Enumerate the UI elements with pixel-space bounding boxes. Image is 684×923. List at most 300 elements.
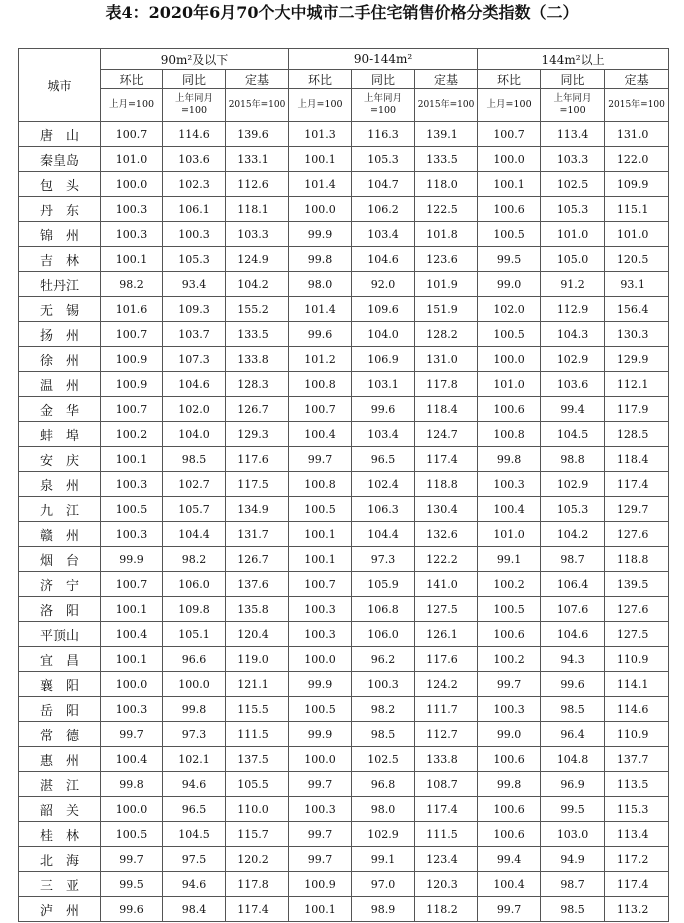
index-value: 139.1 [415, 122, 478, 147]
index-value: 100.3 [289, 597, 352, 622]
index-value: 141.0 [415, 572, 478, 597]
index-value: 116.3 [352, 122, 415, 147]
index-value: 100.7 [101, 122, 163, 147]
table-row [19, 847, 669, 872]
city-name: 襄 阳 [19, 672, 101, 697]
index-value: 128.2 [415, 322, 478, 347]
index-value: 96.5 [163, 797, 226, 822]
index-value: 113.2 [605, 897, 669, 922]
index-value: 135.8 [226, 597, 289, 622]
index-value: 103.3 [541, 147, 605, 172]
index-value: 155.2 [226, 297, 289, 322]
city-name: 无 锡 [19, 297, 101, 322]
index-value: 104.7 [352, 172, 415, 197]
index-value: 100.8 [289, 372, 352, 397]
table-row [19, 422, 669, 447]
city-name: 唐 山 [19, 122, 101, 147]
index-value: 102.0 [478, 297, 541, 322]
index-value: 106.3 [352, 497, 415, 522]
index-value: 111.5 [415, 822, 478, 847]
index-value: 121.1 [226, 672, 289, 697]
index-value: 104.4 [163, 522, 226, 547]
index-value: 99.7 [478, 897, 541, 922]
table-row [19, 397, 669, 422]
index-value: 100.6 [478, 197, 541, 222]
index-value: 118.8 [605, 547, 669, 572]
index-value: 101.0 [101, 147, 163, 172]
index-value: 120.2 [226, 847, 289, 872]
index-value: 103.6 [163, 147, 226, 172]
index-value: 126.7 [226, 547, 289, 572]
table-row [19, 797, 669, 822]
index-value: 102.7 [163, 472, 226, 497]
index-value: 101.4 [289, 297, 352, 322]
index-value: 99.8 [478, 772, 541, 797]
index-value: 97.3 [352, 547, 415, 572]
city-name: 三 亚 [19, 872, 101, 897]
index-value: 122.5 [415, 197, 478, 222]
index-value: 100.9 [101, 372, 163, 397]
index-value: 99.4 [541, 397, 605, 422]
index-value: 117.6 [415, 647, 478, 672]
index-value: 100.1 [101, 597, 163, 622]
table-row [19, 672, 669, 697]
table-row [19, 122, 669, 147]
index-value: 96.2 [352, 647, 415, 672]
index-value: 98.0 [352, 797, 415, 822]
index-value: 106.4 [541, 572, 605, 597]
table-row [19, 597, 669, 622]
index-value: 99.8 [163, 697, 226, 722]
table-row [19, 272, 669, 297]
city-name: 吉 林 [19, 247, 101, 272]
index-value: 123.4 [415, 847, 478, 872]
table-row [19, 222, 669, 247]
index-value: 109.9 [605, 172, 669, 197]
index-value: 100.1 [101, 647, 163, 672]
index-value: 102.9 [352, 822, 415, 847]
index-value: 96.8 [352, 772, 415, 797]
index-value: 100.6 [478, 797, 541, 822]
index-value: 101.0 [478, 522, 541, 547]
index-value: 100.0 [101, 672, 163, 697]
index-value: 103.7 [163, 322, 226, 347]
index-value: 99.7 [289, 772, 352, 797]
index-value: 100.2 [478, 647, 541, 672]
index-value: 98.4 [163, 897, 226, 922]
index-value: 104.0 [163, 422, 226, 447]
base-label-yoy: 上年同月=100 [541, 89, 605, 122]
index-value: 102.0 [163, 397, 226, 422]
index-value: 117.4 [226, 897, 289, 922]
index-value: 102.1 [163, 747, 226, 772]
index-value: 106.0 [352, 622, 415, 647]
index-value: 100.1 [289, 897, 352, 922]
index-value: 100.5 [289, 697, 352, 722]
city-column-header: 城市 [19, 49, 101, 122]
index-value: 106.0 [163, 572, 226, 597]
index-value: 100.3 [289, 622, 352, 647]
sub-header-fixed: 定基 [226, 70, 289, 89]
index-value: 105.5 [226, 772, 289, 797]
index-value: 100.5 [101, 497, 163, 522]
index-value: 103.4 [352, 422, 415, 447]
index-value: 131.0 [415, 347, 478, 372]
index-value: 100.0 [478, 347, 541, 372]
table-row [19, 772, 669, 797]
index-value: 100.7 [478, 122, 541, 147]
index-value: 124.9 [226, 247, 289, 272]
index-value: 118.2 [415, 897, 478, 922]
index-value: 134.9 [226, 497, 289, 522]
index-value: 122.2 [415, 547, 478, 572]
index-value: 105.3 [163, 247, 226, 272]
index-value: 99.6 [541, 672, 605, 697]
index-value: 122.0 [605, 147, 669, 172]
sub-header-yoy: 同比 [163, 70, 226, 89]
table-row [19, 372, 669, 397]
index-value: 98.7 [541, 547, 605, 572]
index-value: 98.5 [541, 697, 605, 722]
index-value: 99.7 [289, 847, 352, 872]
index-value: 104.6 [163, 372, 226, 397]
table-row [19, 472, 669, 497]
index-value: 120.5 [605, 247, 669, 272]
index-value: 98.2 [352, 697, 415, 722]
index-value: 102.3 [163, 172, 226, 197]
city-name: 韶 关 [19, 797, 101, 822]
index-value: 100.3 [101, 472, 163, 497]
index-value: 99.9 [289, 222, 352, 247]
index-value: 100.2 [478, 572, 541, 597]
sub-header-fixed: 定基 [605, 70, 669, 89]
index-value: 100.6 [478, 397, 541, 422]
index-value: 100.5 [478, 322, 541, 347]
sub-header-fixed: 定基 [415, 70, 478, 89]
index-value: 109.8 [163, 597, 226, 622]
index-value: 105.3 [541, 197, 605, 222]
index-value: 114.6 [163, 122, 226, 147]
index-value: 102.9 [541, 472, 605, 497]
city-name: 包 头 [19, 172, 101, 197]
index-value: 117.6 [226, 447, 289, 472]
index-value: 103.4 [352, 222, 415, 247]
index-value: 118.0 [415, 172, 478, 197]
city-name: 桂 林 [19, 822, 101, 847]
table-header [19, 49, 669, 122]
index-value: 99.6 [289, 322, 352, 347]
index-value: 120.4 [226, 622, 289, 647]
index-value: 109.6 [352, 297, 415, 322]
index-value: 102.9 [541, 347, 605, 372]
index-value: 106.8 [352, 597, 415, 622]
city-name: 烟 台 [19, 547, 101, 572]
index-value: 100.5 [101, 822, 163, 847]
table-row [19, 647, 669, 672]
index-value: 113.4 [605, 822, 669, 847]
index-value: 110.9 [605, 722, 669, 747]
sub-header-mom: 环比 [289, 70, 352, 89]
index-value: 98.7 [541, 872, 605, 897]
table-row [19, 722, 669, 747]
index-value: 105.0 [541, 247, 605, 272]
index-value: 110.0 [226, 797, 289, 822]
index-value: 100.1 [289, 522, 352, 547]
index-value: 105.7 [163, 497, 226, 522]
index-value: 100.0 [101, 172, 163, 197]
index-value: 101.2 [289, 347, 352, 372]
index-value: 92.0 [352, 272, 415, 297]
index-value: 151.9 [415, 297, 478, 322]
index-value: 103.0 [541, 822, 605, 847]
index-value: 99.8 [101, 772, 163, 797]
index-value: 129.9 [605, 347, 669, 372]
index-value: 115.5 [226, 697, 289, 722]
index-value: 113.5 [605, 772, 669, 797]
table-row [19, 822, 669, 847]
sub-header-mom: 环比 [478, 70, 541, 89]
index-value: 117.2 [605, 847, 669, 872]
index-value: 103.3 [226, 222, 289, 247]
index-value: 119.0 [226, 647, 289, 672]
city-name: 平顶山 [19, 622, 101, 647]
index-value: 99.9 [289, 672, 352, 697]
index-value: 133.5 [415, 147, 478, 172]
index-value: 100.7 [289, 397, 352, 422]
index-value: 127.5 [415, 597, 478, 622]
index-value: 93.1 [605, 272, 669, 297]
table-row [19, 172, 669, 197]
index-value: 97.5 [163, 847, 226, 872]
index-value: 94.6 [163, 772, 226, 797]
index-value: 106.1 [163, 197, 226, 222]
index-value: 133.8 [226, 347, 289, 372]
index-value: 100.5 [478, 222, 541, 247]
index-value: 101.0 [478, 372, 541, 397]
index-value: 91.2 [541, 272, 605, 297]
index-value: 94.9 [541, 847, 605, 872]
city-name: 蚌 埠 [19, 422, 101, 447]
index-value: 98.5 [541, 897, 605, 922]
index-value: 124.7 [415, 422, 478, 447]
city-name: 金 华 [19, 397, 101, 422]
index-value: 112.7 [415, 722, 478, 747]
index-value: 120.3 [415, 872, 478, 897]
city-name: 赣 州 [19, 522, 101, 547]
index-value: 111.7 [415, 697, 478, 722]
index-value: 132.6 [415, 522, 478, 547]
index-value: 100.8 [289, 472, 352, 497]
index-value: 104.2 [226, 272, 289, 297]
index-value: 98.2 [163, 547, 226, 572]
index-value: 128.3 [226, 372, 289, 397]
city-name: 洛 阳 [19, 597, 101, 622]
group-header-small: 90m²及以下 [101, 49, 289, 70]
index-value: 94.6 [163, 872, 226, 897]
index-value: 112.6 [226, 172, 289, 197]
city-name: 丹 东 [19, 197, 101, 222]
index-value: 108.7 [415, 772, 478, 797]
index-value: 99.8 [478, 447, 541, 472]
index-value: 118.4 [605, 447, 669, 472]
index-value: 100.8 [478, 422, 541, 447]
city-name: 安 庆 [19, 447, 101, 472]
index-value: 100.3 [163, 222, 226, 247]
index-value: 100.3 [101, 522, 163, 547]
index-value: 126.7 [226, 397, 289, 422]
index-value: 115.3 [605, 797, 669, 822]
index-value: 127.6 [605, 597, 669, 622]
index-value: 100.6 [478, 622, 541, 647]
table-row [19, 497, 669, 522]
index-value: 100.9 [289, 872, 352, 897]
index-value: 100.1 [289, 547, 352, 572]
index-value: 96.6 [163, 647, 226, 672]
city-name: 扬 州 [19, 322, 101, 347]
index-value: 117.4 [415, 797, 478, 822]
index-value: 129.7 [605, 497, 669, 522]
table-body [19, 122, 669, 922]
index-value: 118.4 [415, 397, 478, 422]
index-value: 137.6 [226, 572, 289, 597]
index-value: 101.3 [289, 122, 352, 147]
index-value: 111.5 [226, 722, 289, 747]
index-value: 117.4 [415, 447, 478, 472]
city-name: 湛 江 [19, 772, 101, 797]
index-value: 104.0 [352, 322, 415, 347]
index-value: 101.8 [415, 222, 478, 247]
index-value: 105.1 [163, 622, 226, 647]
index-value: 99.7 [289, 822, 352, 847]
index-value: 99.7 [289, 447, 352, 472]
index-value: 139.5 [605, 572, 669, 597]
index-value: 100.0 [289, 197, 352, 222]
index-value: 99.7 [478, 672, 541, 697]
index-value: 100.0 [478, 147, 541, 172]
index-value: 100.3 [101, 222, 163, 247]
table-row [19, 347, 669, 372]
index-value: 98.2 [101, 272, 163, 297]
index-value: 117.9 [605, 397, 669, 422]
index-value: 99.9 [289, 722, 352, 747]
index-value: 97.0 [352, 872, 415, 897]
table-row [19, 897, 669, 922]
index-value: 117.4 [605, 472, 669, 497]
index-value: 107.6 [541, 597, 605, 622]
index-value: 100.4 [101, 747, 163, 772]
index-value: 110.9 [605, 647, 669, 672]
index-value: 100.3 [289, 797, 352, 822]
index-value: 100.4 [478, 872, 541, 897]
index-value: 100.4 [101, 622, 163, 647]
index-value: 101.0 [541, 222, 605, 247]
base-label-fixed: 2015年=100 [226, 89, 289, 122]
city-name: 常 德 [19, 722, 101, 747]
index-value: 99.1 [478, 547, 541, 572]
index-value: 117.5 [226, 472, 289, 497]
index-value: 113.4 [541, 122, 605, 147]
index-value: 101.6 [101, 297, 163, 322]
table-row [19, 197, 669, 222]
city-name: 秦皇岛 [19, 147, 101, 172]
city-name: 泉 州 [19, 472, 101, 497]
city-name: 宜 昌 [19, 647, 101, 672]
index-value: 117.8 [415, 372, 478, 397]
city-name: 牡丹江 [19, 272, 101, 297]
table-row [19, 147, 669, 172]
city-name: 岳 阳 [19, 697, 101, 722]
table-row [19, 747, 669, 772]
index-value: 104.6 [352, 247, 415, 272]
base-label-fixed: 2015年=100 [415, 89, 478, 122]
index-value: 100.9 [101, 347, 163, 372]
base-label-mom: 上月=100 [101, 89, 163, 122]
index-value: 128.5 [605, 422, 669, 447]
index-value: 133.5 [226, 322, 289, 347]
index-value: 100.5 [478, 597, 541, 622]
index-value: 101.9 [415, 272, 478, 297]
index-value: 100.1 [478, 172, 541, 197]
table-row [19, 872, 669, 897]
index-value: 100.0 [101, 797, 163, 822]
index-value: 100.7 [289, 572, 352, 597]
index-value: 99.4 [478, 847, 541, 872]
index-value: 133.8 [415, 747, 478, 772]
table-row [19, 297, 669, 322]
index-value: 99.9 [101, 547, 163, 572]
index-value: 94.3 [541, 647, 605, 672]
index-value: 98.9 [352, 897, 415, 922]
index-value: 100.1 [101, 247, 163, 272]
index-value: 100.3 [352, 672, 415, 697]
index-value: 133.1 [226, 147, 289, 172]
table-row [19, 697, 669, 722]
index-value: 104.4 [352, 522, 415, 547]
index-value: 98.5 [352, 722, 415, 747]
index-value: 104.6 [541, 622, 605, 647]
index-value: 99.7 [101, 722, 163, 747]
index-value: 99.6 [352, 397, 415, 422]
index-value: 126.1 [415, 622, 478, 647]
index-value: 100.4 [478, 497, 541, 522]
index-value: 102.4 [352, 472, 415, 497]
index-value: 100.0 [289, 647, 352, 672]
index-value: 117.4 [605, 872, 669, 897]
index-value: 130.4 [415, 497, 478, 522]
index-value: 131.7 [226, 522, 289, 547]
table-row [19, 322, 669, 347]
index-value: 99.5 [478, 247, 541, 272]
index-value: 99.8 [289, 247, 352, 272]
index-value: 98.5 [163, 447, 226, 472]
index-value: 105.9 [352, 572, 415, 597]
city-name: 温 州 [19, 372, 101, 397]
index-value: 100.1 [289, 147, 352, 172]
index-value: 100.4 [289, 422, 352, 447]
index-value: 100.7 [101, 572, 163, 597]
group-header-large: 144m²以上 [478, 49, 669, 70]
index-value: 102.5 [352, 747, 415, 772]
index-value: 98.8 [541, 447, 605, 472]
index-value: 99.0 [478, 272, 541, 297]
index-value: 100.6 [478, 747, 541, 772]
base-label-yoy: 上年同月=100 [352, 89, 415, 122]
index-value: 100.0 [163, 672, 226, 697]
index-value: 100.3 [478, 472, 541, 497]
city-name: 徐 州 [19, 347, 101, 372]
index-value: 100.5 [289, 497, 352, 522]
index-value: 106.2 [352, 197, 415, 222]
